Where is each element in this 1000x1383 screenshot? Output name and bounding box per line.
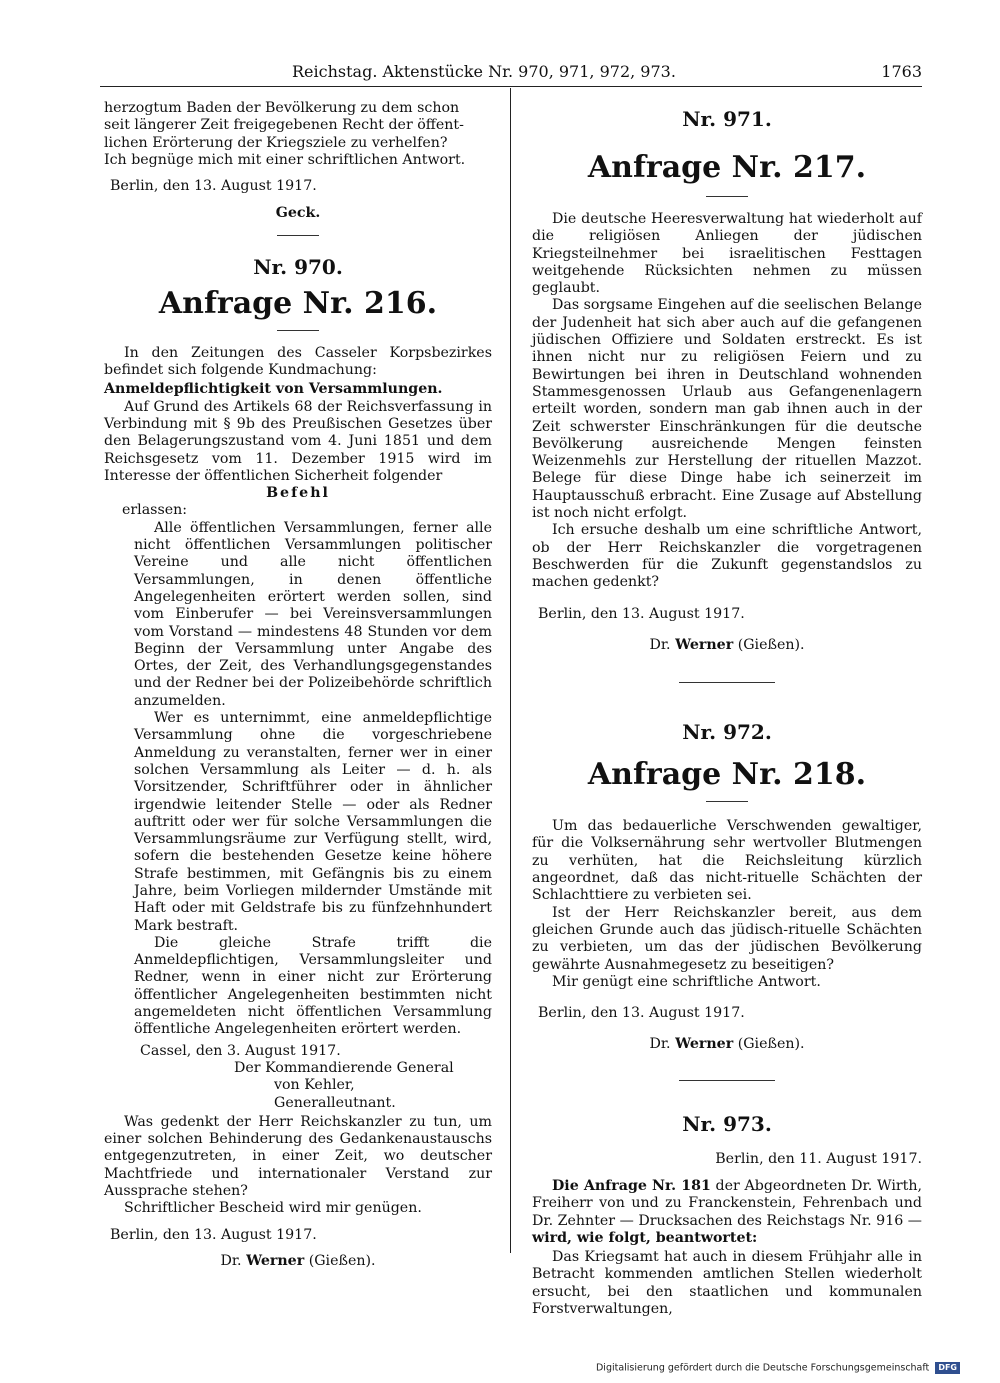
anfrage-217-title: Anfrage Nr. 217. [587, 150, 867, 185]
notice-body [104, 520, 492, 1112]
anfrage-218-title: Anfrage Nr. 218. [587, 757, 867, 793]
credit-text: Digitalisierung gefördert durch die Deutsche Forschungsgemeinschaft [595, 1362, 930, 1374]
signature-name: Werner [675, 1036, 734, 1053]
signature-place: (Gießen). [308, 1252, 376, 1269]
nr-973-paragraph-lead [532, 1178, 922, 1247]
notice-date: Cassel, den 3. August 1917. [140, 1042, 341, 1059]
right-column [532, 100, 922, 1318]
continued-date: Berlin, den 13. August 1917. [110, 178, 317, 195]
title-rule [706, 196, 748, 197]
section-rule [679, 1080, 775, 1081]
section-rule [277, 235, 319, 236]
signature-place: (Gießen). [737, 1036, 805, 1053]
signature-title: Dr. [220, 1252, 242, 1269]
continued-line-2: seit längerer Zeit freigegebenen Recht der öffent- [104, 117, 464, 134]
anfrage-217-paragraph-2: Das sorgsame Eingehen auf die seelischen Belange der Judenheit hat sich aber auch auf die gefangenen jüdischen Offiziere und Soldaten erstreckt. Es ist ihnen nicht nur zu religiösen Feiern und zu Bewirtungen bei ihren in Deutschland wohnenden Stammesgenossen Urlaub aus Gefangenenlagern erteilt worden, sondern man gab ihnen auch in der Zeit schwerster Einschränkungen für die deutsche Bevölkerung ausreichende Mengen feinsten Weizenmehls zur Herstellung der rituellen Mazzot. Belege für diese Dinge habe ich seinerzeit im Hauptausschuß erbracht. Eine Zusage auf Abstellung ist noch nicht erfolgt. [532, 297, 922, 522]
continued-line-1: herzogtum Baden der Bevölkerung zu dem schon [104, 100, 460, 116]
notice-signature-2: von Kehler, [274, 1077, 355, 1094]
notice-signature-3: Generalleutnant. [274, 1094, 396, 1111]
section-number-972: Nr. 972. [682, 720, 772, 745]
section-number-970: Nr. 970. [253, 254, 343, 279]
header-rule [100, 86, 922, 87]
continued-signature: Geck. [275, 205, 321, 222]
anfrage-218-paragraph-1: Um das bedauerliche Verschwenden gewaltiger, für die Volksernährung sehr wertvoller Blutmengen zu verhüten, hat die Reichsleitung kürzlich angeordnet, daß das nicht-rituelle Schächten der Schlachttiere zu verbieten sei. [532, 818, 922, 904]
anfrage-217-signature [532, 637, 922, 654]
signature-title: Dr. [649, 636, 671, 653]
signature-name: Werner [675, 636, 734, 653]
signature-place: (Gießen). [737, 636, 805, 653]
dfg-logo: DFG [935, 1362, 960, 1374]
befehl-heading: Befehl [266, 485, 330, 502]
anfrage-218-date: Berlin, den 13. August 1917. [538, 1005, 745, 1022]
anfrage-181-reference: Die Anfrage Nr. 181 [552, 1177, 711, 1194]
anfrage-216-title: Anfrage Nr. 216. [158, 285, 438, 321]
reply-request: Schriftlicher Bescheid wird mir genügen. [124, 1200, 422, 1217]
question-paragraph: Was gedenkt der Herr Reichskanzler zu tun, um einer solchen Behinderung des Gedankenaustauschs entgegenzutreten, in einer Zeit, wo deutscher Machtfriede und internationaler Verstand zur Aussprache stehen? [104, 1113, 492, 1200]
anfrage-217-paragraph-3: Ich ersuche deshalb um eine schriftliche Antwort, ob der Herr Reichskanzler die vorgetragenen Beschwerden für die Zukunft gegenstandslos zu machen gedenkt? [532, 522, 922, 591]
intro-paragraph: In den Zeitungen des Casseler Korpsbezirkes befindet sich folgende Kundmachung: [104, 344, 492, 379]
notice-signature-1: Der Kommandierende General [234, 1059, 454, 1076]
anfrage-218-paragraph-3: Mir genügt eine schriftliche Antwort. [552, 973, 821, 990]
running-title: Reichstag. Aktenstücke Nr. 970, 971, 972, 973. [292, 62, 676, 81]
signature-title: Dr. [649, 1036, 671, 1053]
page-number: 1763 [881, 62, 922, 81]
signature-name: Werner [246, 1252, 305, 1269]
section-number-971: Nr. 971. [682, 107, 772, 131]
notice-subheading: Anmeldepflichtigkeit von Versammlungen. [104, 381, 443, 398]
erlassen-text: erlassen: [122, 502, 188, 519]
notice-clause-1: Alle öffentlichen Versammlungen, ferner alle nicht öffentlichen Versammlungen politischer Vereine und alle nicht öffentlichen Versammlungen, in denen öffentliche Angelegenheiten erörtert werden sollen, sind vom Einberufer — bei Vereinsversammlungen vom Vorstand — mindestens 48 Stunden vor dem Beginn der Versammlung unter Angabe des Ortes, der Zeit, des Verhandlungsgegenstandes und der Redner bei der Polizeibehörde schriftlich anzumelden. [134, 519, 492, 709]
continued-reply: Ich begnüge mich mit einer schriftlichen Antwort. [104, 151, 466, 168]
notice-paragraph: Auf Grund des Artikels 68 der Reichsverfassung in Verbindung mit § 9b des Preußischen Gesetzes über den Belagerungszustand vom 4. Juni 1851 und dem Reichsgesetz vom 11. Dezember 1915 wird im Interesse der öffentlichen Sicherheit folgender [104, 398, 492, 484]
anfrage-217-paragraph-1: Die deutsche Heeresverwaltung hat wiederholt auf die religiösen Anliegen der jüdischen Kriegsteilnehmer bei israelitischen Festtagen weitgehende Rücksichten nehmen zu müssen geglaubt. [532, 211, 922, 297]
notice-clause-2: Wer es unternimmt, eine anmeldepflichtige Versammlung ohne die vorgeschriebene Anmeldung zu veranstalten, ferner wer in einer solchen Versammlung als Leiter — d. h. als Vorsitzender, Schriftführer oder in ähnlicher irgendwie leitender Stelle — oder als Redner auftritt oder wer für solche Versammlungen die Versammlungsräume zur Verfügung stellt, wird, sofern die bestehenden Gesetze keine höhere Strafe bestimmen, mit Gefängnis bis zu einem Jahre, beim Vorliegen mildernder Umstände mit Haft oder mit Geldstrafe bis zu fünfzehnhundert Mark bestraft. [134, 710, 492, 934]
nr-973-date: Berlin, den 11. August 1917. [715, 1150, 922, 1167]
anfrage-218-signature [532, 1036, 922, 1053]
title-rule [277, 330, 319, 331]
section-rule [679, 682, 775, 683]
answered-phrase: wird, wie folgt, beantwortet: [532, 1229, 758, 1246]
notice-clause-3: Die gleiche Strafe trifft die Anmeldepflichtigen, Versammlungsleiter und Redner, wenn in einer nicht zur Erörterung öffentlicher Angelegenheiten bestimmten nicht angemeldeten nicht öffentlichen Versammlung öffentliche Angelegenheiten erörtert werden. [134, 934, 492, 1038]
anfrage-217-date: Berlin, den 13. August 1917. [538, 605, 745, 622]
running-head [100, 62, 922, 84]
column-divider [510, 88, 511, 1253]
anfrage-216-signature [104, 1253, 492, 1270]
nr-973-reference-text: der Abgeordneten Dr. Wirth, Freiherr von und zu Franckenstein, Fehrenbach und Dr. Zehnter — Drucksachen des Reichstags Nr. 916 — [532, 1177, 922, 1229]
left-column [104, 100, 492, 1270]
anfrage-218-paragraph-2: Ist der Herr Reichskanzler bereit, aus dem gleichen Grunde auch das jüdisch-rituelle Schächten zu verbieten, um das der jüdischen Bevölkerung gewährte Ausnahmegesetz zu beseitigen? [532, 904, 922, 973]
title-rule [706, 801, 748, 802]
section-number-973: Nr. 973. [682, 1111, 772, 1136]
continued-line-3: lichen Erörterung der Kriegsziele zu verhelfen? [104, 134, 448, 151]
nr-973-paragraph-1: Das Kriegsamt hat auch in diesem Frühjahr alle in Betracht kommenden amtlichen Stellen wiederholt ersucht, bei den staatlichen und kommunalen Forstverwaltungen, [532, 1249, 922, 1318]
digitization-credit [596, 1362, 960, 1374]
anfrage-216-date: Berlin, den 13. August 1917. [110, 1226, 317, 1243]
